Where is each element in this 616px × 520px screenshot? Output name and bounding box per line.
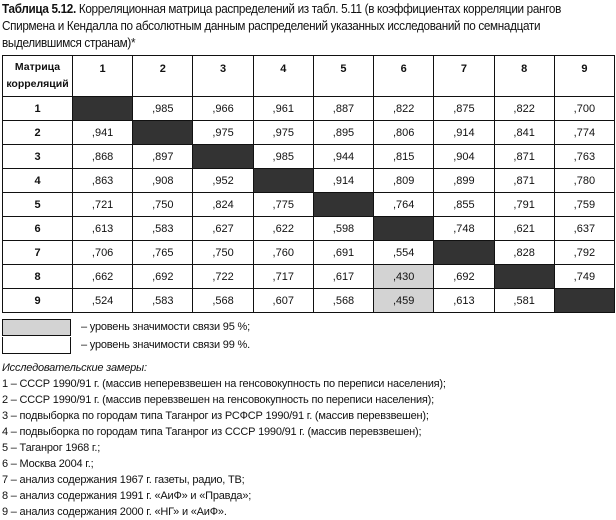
- table-cell: ,944: [313, 145, 373, 169]
- diagonal-cell: [434, 241, 494, 265]
- table-cell: ,806: [374, 121, 434, 145]
- table-cell: ,961: [253, 97, 313, 121]
- diagonal-cell: [494, 265, 554, 289]
- note-item: 5 – Таганрог 1968 г.;: [2, 442, 101, 454]
- row-header: 9: [3, 289, 73, 313]
- diagonal-cell: [313, 193, 373, 217]
- diagonal-cell: [73, 97, 133, 121]
- table-cell: ,868: [73, 145, 133, 169]
- table-row: [3, 241, 615, 265]
- table-row: [3, 145, 615, 169]
- row-header: 6: [3, 217, 73, 241]
- row-header: 8: [3, 265, 73, 289]
- table-cell: ,824: [193, 193, 253, 217]
- diagonal-cell: [253, 169, 313, 193]
- table-cell: ,774: [554, 121, 614, 145]
- diagonal-cell: [554, 289, 614, 313]
- table-cell: ,621: [494, 217, 554, 241]
- row-header: 2: [3, 121, 73, 145]
- table-cell: ,775: [253, 193, 313, 217]
- note-item: 9 – анализ содержания 2000 г. «НГ» и «АиФ».: [2, 506, 227, 518]
- corner-header: [3, 56, 73, 97]
- table-cell: ,871: [494, 169, 554, 193]
- legend-swatch-99: [2, 337, 71, 354]
- note-item: 7 – анализ содержания 1967 г. газеты, радио, ТВ;: [2, 474, 245, 486]
- matrix-body: [3, 97, 615, 313]
- table-cell: ,871: [494, 145, 554, 169]
- table-cell: ,897: [133, 145, 193, 169]
- table-cell: ,887: [313, 97, 373, 121]
- table-cell: ,863: [73, 169, 133, 193]
- legend-swatch-95: [2, 319, 71, 336]
- table-cell: ,613: [73, 217, 133, 241]
- column-header-3: 3: [193, 56, 253, 97]
- table-cell: ,613: [434, 289, 494, 313]
- table-cell: ,722: [193, 265, 253, 289]
- legend-row-99: [2, 336, 250, 354]
- table-cell: ,622: [253, 217, 313, 241]
- diagonal-cell: [133, 121, 193, 145]
- legend-row-95: [2, 318, 250, 336]
- table-cell: ,952: [193, 169, 253, 193]
- notes-heading: Исследовательские замеры:: [2, 362, 147, 374]
- column-header-7: 7: [434, 56, 494, 97]
- table-cell: ,568: [193, 289, 253, 313]
- table-cell: ,975: [193, 121, 253, 145]
- row-header: 3: [3, 145, 73, 169]
- table-cell: ,899: [434, 169, 494, 193]
- table-cell: ,607: [253, 289, 313, 313]
- table-cell: ,748: [434, 217, 494, 241]
- legend-text-99: – уровень значимости связи 99 %.: [81, 339, 250, 351]
- correlation-matrix: [2, 55, 615, 313]
- table-cell: ,581: [494, 289, 554, 313]
- table-caption: [2, 1, 607, 52]
- table-cell: ,764: [374, 193, 434, 217]
- column-header-4: 4: [253, 56, 313, 97]
- row-header: 4: [3, 169, 73, 193]
- table-cell: ,941: [73, 121, 133, 145]
- table-cell: ,717: [253, 265, 313, 289]
- table-cell: ,568: [313, 289, 373, 313]
- table-cell: ,598: [313, 217, 373, 241]
- table-cell: ,692: [434, 265, 494, 289]
- table-cell: ,637: [554, 217, 614, 241]
- table-cell: ,706: [73, 241, 133, 265]
- table-cell: ,875: [434, 97, 494, 121]
- note-item: 2 – СССР 1990/91 г. (массив перевзвешен на генсовокупность по переписи населения);: [2, 394, 434, 406]
- table-cell: ,760: [253, 241, 313, 265]
- table-cell: ,822: [374, 97, 434, 121]
- column-header-2: 2: [133, 56, 193, 97]
- column-header-9: 9: [554, 56, 614, 97]
- table-cell: ,822: [494, 97, 554, 121]
- table-row: [3, 121, 615, 145]
- table-cell: ,895: [313, 121, 373, 145]
- table-cell: ,759: [554, 193, 614, 217]
- table-cell: ,459: [374, 289, 434, 313]
- table-cell: ,700: [554, 97, 614, 121]
- notes: [2, 360, 446, 520]
- table-row: [3, 217, 615, 241]
- table-cell: ,554: [374, 241, 434, 265]
- table-cell: ,430: [374, 265, 434, 289]
- corner-line-1: Матрица: [14, 61, 61, 73]
- table-cell: ,985: [133, 97, 193, 121]
- table-cell: ,791: [494, 193, 554, 217]
- table-row: [3, 97, 615, 121]
- diagonal-cell: [193, 145, 253, 169]
- note-item: 6 – Москва 2004 г.;: [2, 458, 94, 470]
- table-cell: ,828: [494, 241, 554, 265]
- table-cell: ,721: [73, 193, 133, 217]
- table-row: [3, 265, 615, 289]
- header-row: [3, 56, 615, 97]
- table-cell: ,750: [133, 193, 193, 217]
- table-cell: ,691: [313, 241, 373, 265]
- table-cell: ,841: [494, 121, 554, 145]
- table-cell: ,985: [253, 145, 313, 169]
- table-cell: ,855: [434, 193, 494, 217]
- table-cell: ,583: [133, 217, 193, 241]
- table-cell: ,662: [73, 265, 133, 289]
- table-cell: ,815: [374, 145, 434, 169]
- column-header-5: 5: [313, 56, 373, 97]
- table-row: [3, 193, 615, 217]
- table-cell: ,908: [133, 169, 193, 193]
- table-cell: ,765: [133, 241, 193, 265]
- note-item: 3 – подвыборка по городам типа Таганрог из РСФСР 1990/91 г. (массив перевзвешен);: [2, 410, 429, 422]
- column-header-6: 6: [374, 56, 434, 97]
- note-item: 8 – анализ содержания 1991 г. «АиФ» и «Правда»;: [2, 490, 252, 502]
- table-cell: ,583: [133, 289, 193, 313]
- row-header: 5: [3, 193, 73, 217]
- table-cell: ,975: [253, 121, 313, 145]
- note-item: 4 – подвыборка по городам типа Таганрог из СССР 1990/91 г. (массив перевзвешен);: [2, 426, 422, 438]
- table-cell: ,966: [193, 97, 253, 121]
- column-header-1: 1: [73, 56, 133, 97]
- table-cell: ,617: [313, 265, 373, 289]
- table-cell: ,749: [554, 265, 614, 289]
- row-header: 1: [3, 97, 73, 121]
- legend-text-95: – уровень значимости связи 95 %;: [81, 321, 250, 333]
- table-cell: ,627: [193, 217, 253, 241]
- table-cell: ,524: [73, 289, 133, 313]
- table-cell: ,809: [374, 169, 434, 193]
- table-cell: ,780: [554, 169, 614, 193]
- table-cell: ,792: [554, 241, 614, 265]
- table-cell: ,692: [133, 265, 193, 289]
- table-cell: ,904: [434, 145, 494, 169]
- table-cell: ,914: [434, 121, 494, 145]
- table-row: [3, 289, 615, 313]
- table-cell: ,750: [193, 241, 253, 265]
- diagonal-cell: [374, 217, 434, 241]
- legend: [2, 318, 250, 354]
- column-header-8: 8: [494, 56, 554, 97]
- row-header: 7: [3, 241, 73, 265]
- corner-line-2: корреляций: [6, 78, 69, 90]
- caption-text: Корреляционная матрица распределений из табл. 5.11 (в коэффициентах корреляции рангов Спирмена и Кендалла по абсолютным данным распределений указанных исследований по семнадцати выделившимся странам)*: [2, 2, 561, 50]
- note-item: 1 – СССР 1990/91 г. (массив неперевзвешен на генсовокупность по переписи населения);: [2, 378, 446, 390]
- caption-label: Таблица 5.12.: [2, 2, 76, 16]
- table-row: [3, 169, 615, 193]
- table-cell: ,914: [313, 169, 373, 193]
- table-cell: ,763: [554, 145, 614, 169]
